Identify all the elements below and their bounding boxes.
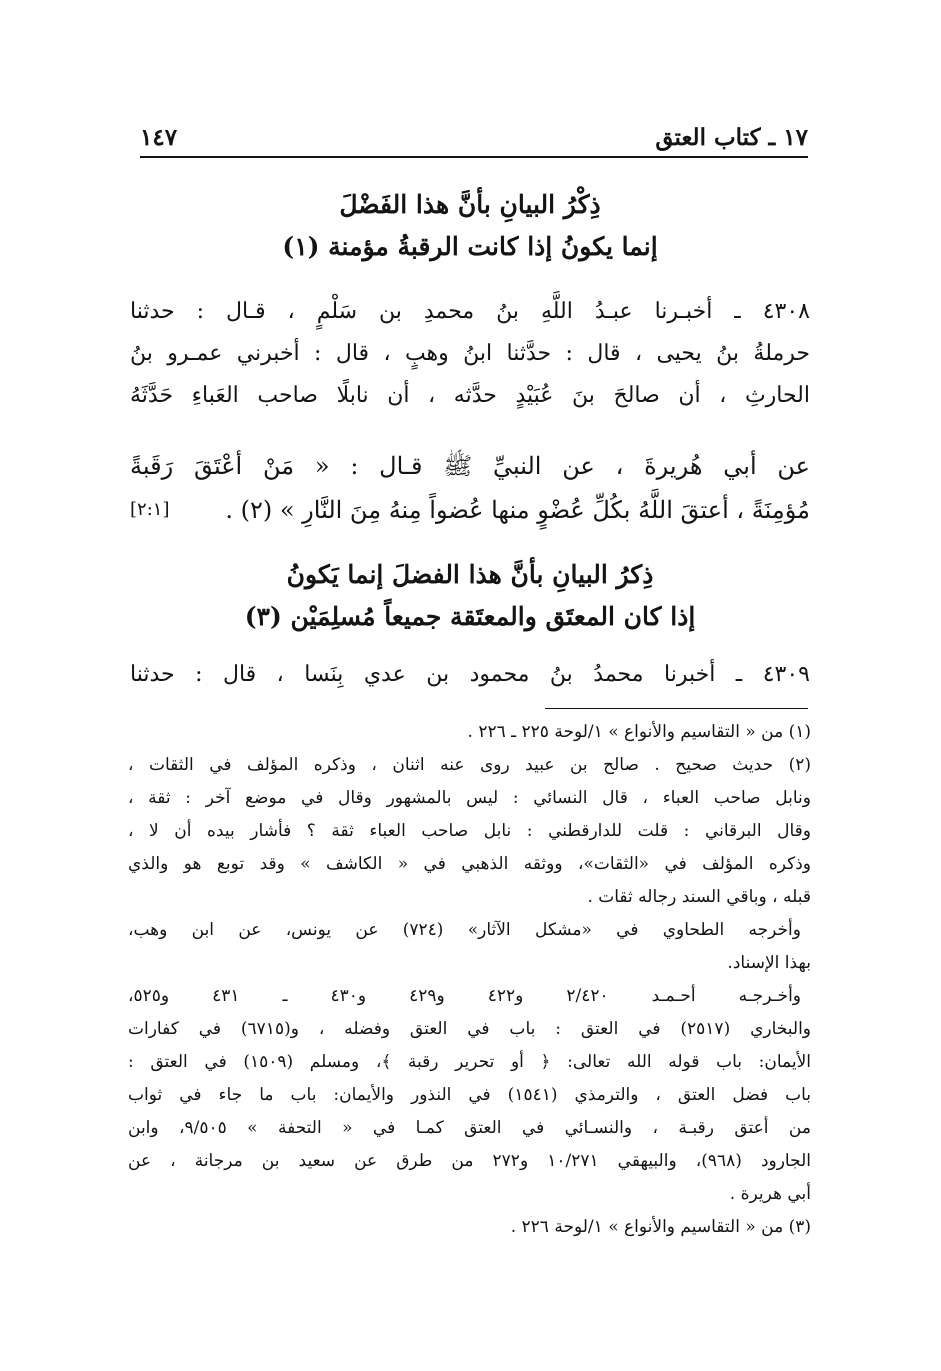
- page-number: ١٤٧: [140, 124, 178, 151]
- hadith-4308-isnad: [130, 291, 810, 417]
- text-line: حرملةُ بنُ يحيى ، قال : حدَّثنا ابنُ وهبٍ ، قال : أخبرني عمـرو بنُ: [130, 341, 810, 366]
- text-line: [130, 488, 810, 532]
- text-line: عن أبي هُريرةَ ، عن النبيِّ ﷺ قـال : « مَنْ أعْتَقَ رَقَبةً: [130, 452, 810, 480]
- footnote-2-line: وأخرجه الطحاوي في «مشكل الآثار» (٧٢٤) عن يونس، عن ابن وهب،: [128, 920, 801, 940]
- hadith-reference: [٢:١]: [130, 499, 170, 520]
- footnote-3: (٣) من « التقاسيم والأنواع » ١/لوحة ٢٢٦ .: [510, 1217, 811, 1237]
- footnotes: [128, 716, 811, 1244]
- footnote-2-line: (٢) حديث صحيح . صالح بن عبيد روى عنه اثنان ، وذكره المؤلف في الثقات ،: [128, 755, 811, 775]
- footnote-1: (١) من « التقاسيم والأنواع » ١/لوحة ٢٢٥ ـ ٢٢٦ .: [467, 722, 811, 742]
- heading-line: إذا كان المعتَق والمعتَقة جميعاً مُسلِمَيْن (٣): [244, 602, 696, 631]
- text-line: الحارثِ ، أن صالحَ بنَ عُبَيْدٍ حدَّثه ، أن نابلًا صاحب العَباءِ حَدَّثَهُ: [130, 383, 810, 408]
- chapter-title: ١٧ ـ كتاب العتق: [655, 124, 808, 151]
- footnote-2-line: أبي هريرة .: [729, 1184, 811, 1204]
- footnote-2-line: الجارود (٩٦٨)، والبيهقي ١٠/٢٧١ و٢٧٢ من طرق عن سعيد بن مرجانة ، عن: [128, 1151, 811, 1171]
- heading-line: ذِكْرُ البيانِ بأنَّ هذا الفَضْلَ: [339, 190, 601, 219]
- heading-line: إنما يكونُ إذا كانت الرقبةُ مؤمنة (١): [282, 232, 658, 261]
- section-heading-1: [130, 184, 810, 268]
- footnote-2-line: قبله ، وباقي السند رجاله ثقات .: [587, 887, 811, 907]
- heading-line: ذِكرُ البيانِ بأنَّ هذا الفضلَ إنما يَكونُ: [286, 560, 654, 589]
- hadith-4309-isnad: [130, 654, 810, 696]
- footnote-2-line: بهذا الإسناد.: [727, 953, 811, 973]
- text-line: ٤٣٠٨ ـ أخبـرنا عبـدُ اللَّهِ بنُ محمدِ بن سَلْمٍ ، قـال : حدثنا: [130, 299, 810, 324]
- footnote-2-line: والبخاري (٢٥١٧) في العتق : باب في العتق وفضله ، و(٦٧١٥) في كفارات: [128, 1019, 812, 1039]
- running-header: [140, 120, 808, 158]
- matn-text: مُؤمِنَةً ، أعتقَ اللَّهُ بكُلِّ عُضْوٍ منها عُضواً مِنهُ مِنَ النَّارِ » (٢) .: [225, 496, 810, 524]
- footnote-2-line: وأخـرجـه أحـمـد ٢/٤٢٠ و٤٢٢ و٤٢٩ و٤٣٠ ـ ٤٣١ و٥٢٥،: [128, 986, 801, 1006]
- footnote-2-line: ونابل صاحب العباء ، قال النسائي : ليس بالمشهور وقال في موضع آخر : ثقة ،: [128, 788, 811, 808]
- hadith-4308-matn: [130, 444, 810, 532]
- text-line: ٤٣٠٩ ـ أخبرنا محمدُ بنُ محمود بن عدي بِنَسا ، قال : حدثنا: [130, 662, 810, 687]
- footnote-2-line: وقال البرقاني : قلت للدارقطني : نابل صاحب العباء ثقة ؟ فأشار بيده أن لا ،: [128, 821, 811, 841]
- footnote-2-line: من أعتق رقبـة ، والنسـائي في العتق كمـا في « التحفة » ٩/٥٠٥، وابن: [128, 1118, 811, 1138]
- footnote-divider: [545, 708, 808, 709]
- footnote-2-line: الأيمان: باب قوله الله تعالى: ﴿ أو تحرير رقبة ﴾، ومسلم (١٥٠٩) في العتق :: [128, 1052, 812, 1072]
- footnote-2-line: باب فضل العتق ، والترمذي (١٥٤١) في النذور والأيمان: باب ما جاء في ثواب: [128, 1085, 811, 1105]
- section-heading-2: [130, 554, 810, 638]
- footnote-2-line: وذكره المؤلف في «الثقات»، ووثقه الذهبي في « الكاشف » وقد توبع هو والذي: [128, 854, 811, 874]
